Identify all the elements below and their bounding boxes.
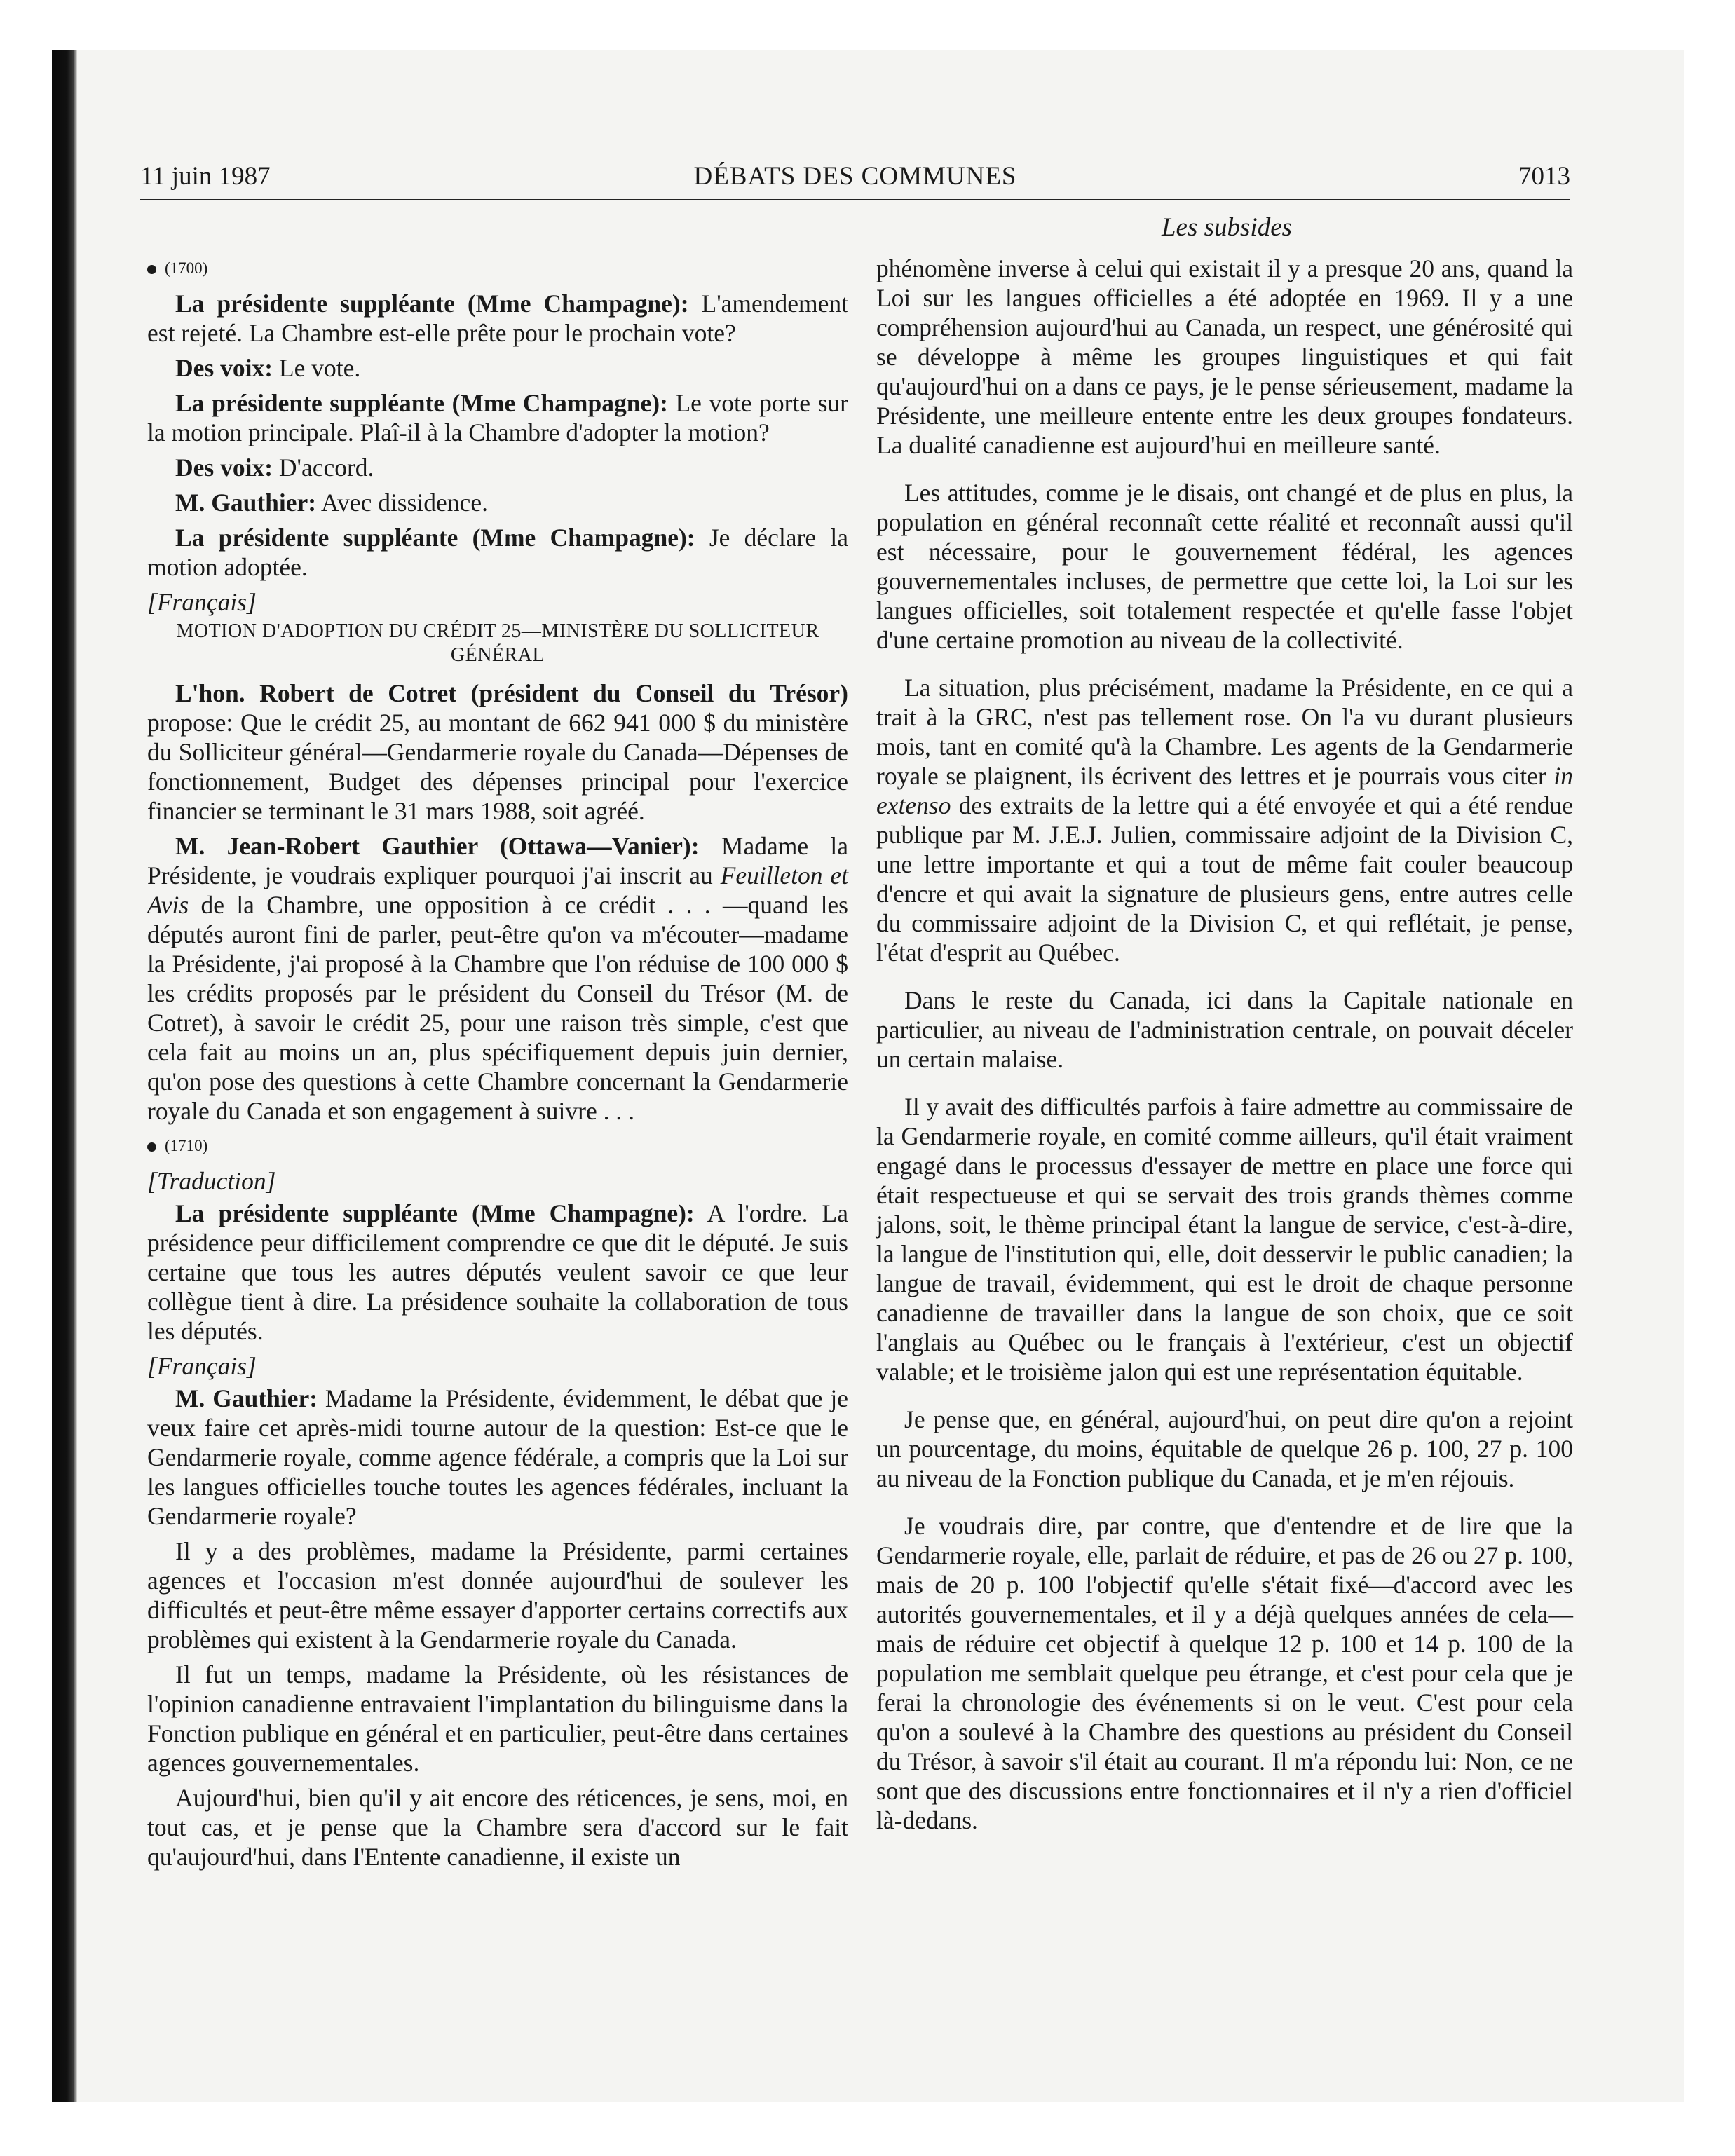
paragraph: Des voix: Le vote. [175, 354, 361, 382]
paragraph: La présidente suppléante (Mme Champagne): L'amendement est rejeté. La Chambre est-elle prête pour le prochain vote? [147, 289, 848, 347]
paragraph: Je pense que, en général, aujourd'hui, on peut dire qu'on a rejoint un pourcentage, du moins, équitable de quelque 26 p. 100, 27 p. 100 au niveau de la Fonction publique du Canada, et je m'en réjouis. [876, 1405, 1573, 1492]
speaker: La présidente suppléante (Mme Champagne): [175, 289, 689, 318]
header-page-number: 7013 [1518, 162, 1570, 191]
speaker: La présidente suppléante (Mme Champagne): [175, 1199, 695, 1227]
paragraph: Il y a des problèmes, madame la Présidente, parmi certaines agences et l'occasion m'est donnée aujourd'hui de soulever les difficultés et peut-être même essayer d'apporter certains correctifs aux problèmes qui existent à la Gendarmerie royale du Canada. [147, 1537, 848, 1653]
speaker: M. Jean-Robert Gauthier (Ottawa—Vanier): [175, 832, 700, 860]
paragraph: Je voudrais dire, par contre, que d'entendre et de lire que la Gendarmerie royale, elle, parlait de réduire, et pas de 26 ou 27 p. 100, mais de 20 p. 100 l'objectif qu'elle s'était fixé—d'accord avec les autorités gouvernementales, et il y a déjà quelques années de cela—mais de réduire cet objectif à quelque 12 p. 100 et 14 p. 100 de la population me semblait quelque peu étrange, et c'est pour cela que je ferai la chronologie des événements si on le veut. C'est pour cela qu'on a soulevé à la Chambre des questions au président du Conseil du Trésor, à savoir s'il était au courant. Il m'a répondu lui: Non, ce ne sont que des discussions entre fonctionnaires et il n'y a rien d'officiel là-dedans. [876, 1512, 1573, 1834]
language-marker: [Français] [147, 1352, 257, 1380]
paragraph: La présidente suppléante (Mme Champagne): Je déclare la motion adoptée. [147, 524, 848, 581]
header-publication: DÉBATS DES COMMUNES [693, 162, 1017, 191]
header-date: 11 juin 1987 [140, 162, 271, 191]
paragraph: Aujourd'hui, bien qu'il y ait encore des réticences, je sens, moi, en tout cas, et je pense que la Chambre sera d'accord sur le fait qu'aujourd'hui, dans l'Entente canadienne, il existe un [147, 1784, 848, 1871]
bullet-icon [147, 265, 156, 274]
paragraph: L'hon. Robert de Cotret (président du Conseil du Trésor) propose: Que le crédit 25, au montant de 662 941 000 $ du ministère du Solliciteur général—Gendarmerie royale du Canada—Dépenses de fonctionnement, Budget des dépenses principal pour l'exercice financier se terminant le 31 mars 1988, soit agréé. [147, 679, 848, 825]
paragraph: M. Gauthier: Madame la Présidente, évidemment, le débat que je veux faire cet après-midi tourne autour de la question: Est-ce que le Gendarmerie royale, comme agence fédérale, a compris que la Loi sur les langues officielles touche toutes les agences fédérales, incluant la Gendarmerie royale? [147, 1384, 848, 1530]
time-marker: (1700) [147, 254, 848, 283]
paragraph: Il fut un temps, madame la Présidente, où les résistances de l'opinion canadienne entravaient l'implantation du bilinguisme dans la Fonction publique en général et en particulier, peut-être dans certaines agences gouvernementales. [147, 1660, 848, 1777]
paragraph: Il y avait des difficultés parfois à faire admettre au commissaire de la Gendarmerie royale, en comité comme ailleurs, qu'il était vraiment engagé dans le processus d'essayer de mettre en place une force qui était respectueuse et qui se servait des trois grands thèmes comme jalons, soit, le thème principal étant la langue de service, c'est-à-dire, la langue de l'institution qui, elle, doit desservir le public canadien; la langue de travail, évidemment, qui est le droit de chaque personne canadienne de travailler dans la langue de son choix, que ce soit l'anglais au Québec ou le français à l'extérieur, c'est un objectif valable; et le troisième jalon qui est une représentation équitable. [876, 1093, 1573, 1386]
left-column [147, 254, 848, 1877]
scan-binding-edge [52, 50, 77, 2102]
speaker: Des voix: [175, 354, 273, 382]
paragraph: M. Gauthier: Avec dissidence. [175, 489, 488, 517]
paragraph: La présidente suppléante (Mme Champagne): A l'ordre. La présidence peur difficilement comprendre ce que dit le député. Je suis certaine que tous les autres députés veulent savoir ce que leur collègue tient à dire. La présidence souhaite la collaboration de tous les députés. [147, 1199, 848, 1345]
motion-heading: MOTION D'ADOPTION DU CRÉDIT 25—MINISTÈRE DU SOLLICITEUR GÉNÉRAL [176, 620, 819, 666]
language-marker: [Français] [147, 588, 257, 616]
language-marker: [Traduction] [147, 1167, 276, 1195]
speaker: La présidente suppléante (Mme Champagne): [175, 389, 668, 417]
paragraph: Des voix: D'accord. [175, 453, 374, 482]
paragraph: M. Jean-Robert Gauthier (Ottawa—Vanier): Madame la Présidente, je voudrais expliquer pourquoi j'ai inscrit au Feuilleton et Avis de la Chambre, une opposition à ce crédit . . . —quand les députés auront fini de parler, peut-être qu'on va m'écouter—madame la Présidente, j'ai proposé à la Chambre que l'on réduise de 100 000 $ les crédits proposés par le président du Conseil du Trésor (M. de Cotret), à savoir le crédit 25, pour une raison très simple, c'est que cela fait au moins un an, plus spécifiquement depuis juin dernier, qu'on pose des questions à cette Chambre concernant la Gendarmerie royale du Canada et son engagement à suivre . . . [147, 832, 848, 1125]
paragraph: La présidente suppléante (Mme Champagne): Le vote porte sur la motion principale. Plaî-il à la Chambre d'adopter la motion? [147, 389, 848, 446]
paragraph: La situation, plus précisément, madame la Présidente, en ce qui a trait à la GRC, n'est pas tellement rose. On l'a vu durant plusieurs mois, tant en comité qu'à la Chambre. Les agents de la Gendarmerie royale se plaignent, ils écrivent des lettres et je pourrais vous citer in extenso des extraits de la lettre qui a été envoyée et qui a été rendue publique par M. J.E.J. Julien, commissaire adjoint de la Division C, une lettre importante et qui a tout de même fait couler beaucoup d'encre et qui avait la signature de plusieurs gens, entre autres celle du commissaire adjoint de la Division C, et qui reflétait, je pense, l'état d'esprit au Québec. [876, 674, 1573, 967]
running-head [140, 161, 1570, 203]
header-rule [140, 199, 1570, 200]
time-marker: (1710) [147, 1131, 848, 1161]
paragraph: Les attitudes, comme je le disais, ont changé et de plus en plus, la population en général reconnaît cette réalité et reconnaît aussi qu'il est nécessaire, pour le gouvernement fédéral, les agences gouvernementales incluses, de permettre que cette loi, la Loi sur les langues officielles, soit totalement respectée et qu'elle fasse l'objet d'une certaine promotion au niveau de la collectivité. [876, 479, 1573, 654]
bullet-icon [147, 1142, 156, 1152]
paragraph: Dans le reste du Canada, ici dans la Capitale nationale en particulier, au niveau de l'administration centrale, on pouvait déceler un certain malaise. [876, 986, 1573, 1073]
speaker: La présidente suppléante (Mme Champagne): [175, 524, 695, 552]
right-column [876, 254, 1573, 1841]
speaker: M. Gauthier: [175, 489, 317, 517]
section-title: Les subsides [1161, 213, 1293, 242]
speaker: L'hon. Robert de Cotret (président du Conseil du Trésor) [175, 679, 848, 707]
speaker: M. Gauthier: [175, 1384, 318, 1412]
paragraph: phénomène inverse à celui qui existait il y a presque 20 ans, quand la Loi sur les langues officielles a été adoptée en 1969. Il y a une compréhension aujourd'hui au Canada, un respect, une générosité qui se développe à même les groupes linguistiques et qui fait qu'aujourd'hui on a dans ce pays, je le pense sérieusement, madame la Présidente, une meilleure entente entre les deux groupes fondateurs. La dualité canadienne est aujourd'hui en meilleure santé. [876, 254, 1573, 459]
speaker: Des voix: [175, 453, 273, 482]
